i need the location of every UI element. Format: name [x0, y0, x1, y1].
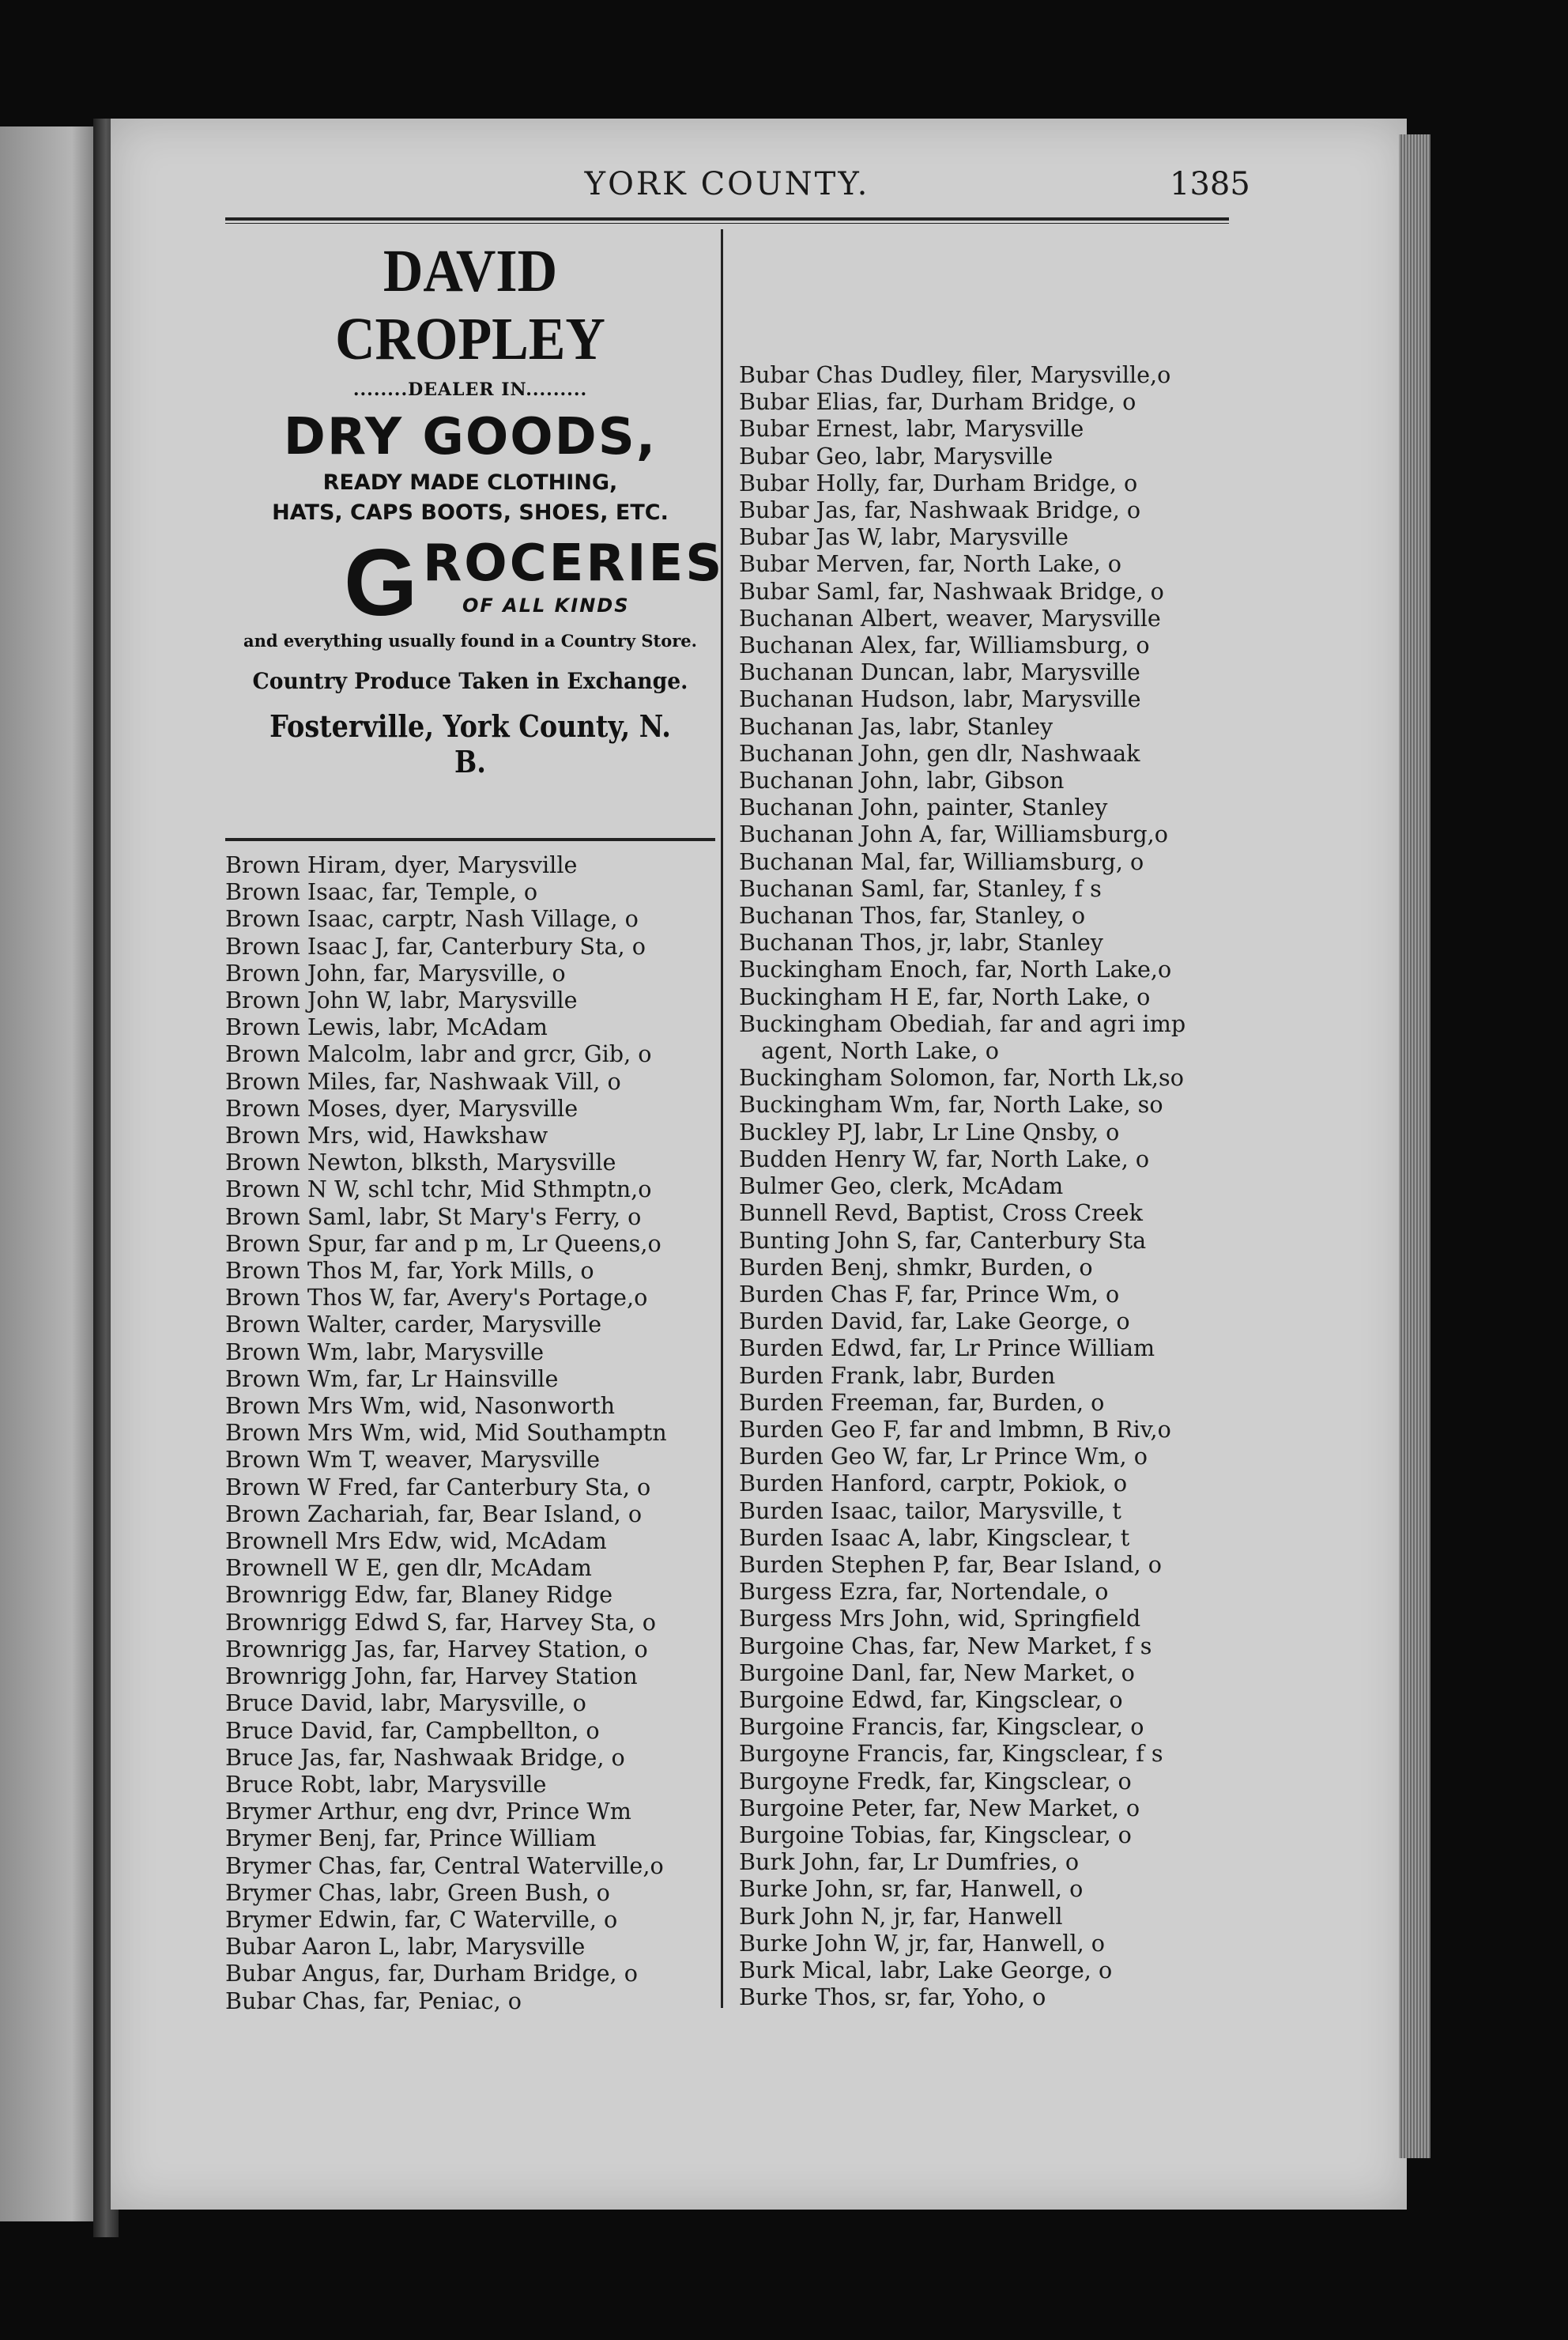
directory-entry: Burden Isaac, tailor, Marysville, t — [739, 1496, 1121, 1524]
directory-entry: Burgoine Chas, far, New Market, f s — [739, 1632, 1152, 1659]
directory-entry: Brownell Mrs Edw, wid, McAdam — [225, 1527, 607, 1555]
directory-entry: Bubar Jas, far, Nashwaak Bridge, o — [739, 496, 1141, 524]
directory-entry: Bubar Elias, far, Durham Bridge, o — [739, 388, 1136, 416]
directory-entry: Brown Mrs Wm, wid, Mid Southamptn — [225, 1419, 667, 1447]
ad-groceries-rest: ROCERIES — [423, 534, 725, 593]
directory-entry: Burgoyne Francis, far, Kingsclear, f s — [739, 1740, 1163, 1768]
ad-everything: and everything usually found in a Country Store. — [243, 631, 697, 651]
cropley-advertisement — [225, 237, 725, 779]
left-column-listings — [225, 851, 667, 2014]
ad-dry-goods: DRY GOODS, — [283, 408, 658, 466]
directory-entry: Buchanan Jas, labr, Stanley — [739, 712, 1054, 740]
directory-entry: Burgess Mrs John, wid, Springfield — [739, 1605, 1141, 1632]
directory-entry: Bruce Robt, labr, Marysville — [225, 1770, 547, 1798]
directory-entry: Buchanan Duncan, labr, Marysville — [739, 659, 1140, 686]
directory-entry: Burden Geo W, far, Lr Prince Wm, o — [739, 1443, 1148, 1470]
ad-name: DAVID CROPLEY — [335, 238, 605, 372]
directory-entry: Bubar Chas, far, Peniac, o — [225, 1987, 522, 2014]
directory-entry: Brown Thos M, far, York Mills, o — [225, 1257, 594, 1285]
directory-entry: Brownrigg John, far, Harvey Station — [225, 1663, 638, 1690]
directory-entry: Bubar Angus, far, Durham Bridge, o — [225, 1960, 638, 1987]
directory-entry: Bruce Jas, far, Nashwaak Bridge, o — [225, 1743, 625, 1771]
directory-entry: Brown Saml, labr, St Mary's Ferry, o — [225, 1202, 642, 1230]
directory-entry: Brown Wm, far, Lr Hainsville — [225, 1364, 559, 1392]
directory-entry: Brown Isaac, carptr, Nash Village, o — [225, 905, 639, 933]
directory-entry: Brown Mrs Wm, wid, Nasonworth — [225, 1392, 616, 1420]
directory-entry: Burgoine Danl, far, New Market, o — [739, 1659, 1135, 1686]
directory-entry: Bubar Merven, far, North Lake, o — [739, 550, 1121, 578]
directory-entry: Brownell W E, gen dlr, McAdam — [225, 1554, 592, 1582]
directory-entry: Bubar Geo, labr, Marysville — [739, 442, 1054, 470]
directory-entry: Buckingham Solomon, far, North Lk,so — [739, 1064, 1184, 1092]
directory-entry: Burden Isaac A, labr, Kingsclear, t — [739, 1523, 1130, 1551]
ad-clothing-line-1: READY MADE CLOTHING, — [322, 470, 618, 495]
ad-bottom-rule — [225, 838, 715, 841]
directory-entry: Brown Wm, labr, Marysville — [225, 1338, 545, 1365]
directory-entry: Brown Walter, carder, Marysville — [225, 1311, 602, 1338]
directory-entry: Brown Thos W, far, Avery's Portage,o — [225, 1284, 648, 1312]
directory-entry: agent, North Lake, o — [761, 1037, 999, 1065]
directory-entry: Bubar Chas Dudley, filer, Marysville,o — [739, 361, 1171, 388]
page-number: 1385 — [1170, 166, 1250, 202]
directory-entry: Buckingham H E, far, North Lake, o — [739, 983, 1151, 1010]
directory-entry: Burk John N, jr, far, Hanwell — [739, 1902, 1063, 1930]
directory-entry: Burke Thos, sr, far, Yoho, o — [739, 1983, 1046, 2011]
directory-entry: Bruce David, far, Campbellton, o — [225, 1716, 600, 1744]
directory-entry: Brown Zachariah, far, Bear Island, o — [225, 1500, 643, 1527]
directory-entry: Buchanan Thos, jr, labr, Stanley — [739, 929, 1103, 957]
directory-entry: Burden David, far, Lake George, o — [739, 1308, 1130, 1335]
facing-page-edge — [0, 126, 103, 2221]
directory-entry: Brymer Chas, labr, Green Bush, o — [225, 1878, 610, 1906]
directory-entry: Buchanan Thos, far, Stanley, o — [739, 902, 1086, 930]
directory-entry: Buchanan Hudson, labr, Marysville — [739, 685, 1141, 713]
right-column-listings — [739, 361, 1185, 2010]
header-rule — [225, 217, 1229, 224]
ad-produce: Country Produce Taken in Exchange. — [252, 668, 688, 694]
directory-entry: Bubar Holly, far, Durham Bridge, o — [739, 469, 1138, 496]
ad-groceries-initial: G — [344, 530, 418, 636]
directory-entry: Brown W Fred, far Canterbury Sta, o — [225, 1473, 651, 1500]
directory-entry: Burgoine Francis, far, Kingsclear, o — [739, 1713, 1144, 1741]
directory-entry: Burden Benj, shmkr, Burden, o — [739, 1253, 1093, 1281]
directory-entry: Brymer Arthur, eng dvr, Prince Wm — [225, 1798, 631, 1825]
directory-entry: Bulmer Geo, clerk, McAdam — [739, 1172, 1064, 1200]
ad-groceries — [225, 530, 725, 636]
directory-entry: Burden Geo F, far and lmbmn, B Riv,o — [739, 1415, 1171, 1443]
directory-entry: Brown John, far, Marysville, o — [225, 959, 566, 987]
directory-entry: Buchanan John, painter, Stanley — [739, 794, 1108, 821]
directory-entry: Bruce David, labr, Marysville, o — [225, 1689, 586, 1717]
directory-entry: Buchanan Albert, weaver, Marysville — [739, 604, 1161, 632]
directory-entry: Buchanan Mal, far, Williamsburg, o — [739, 847, 1144, 875]
directory-entry: Burden Hanford, carptr, Pokiok, o — [739, 1470, 1128, 1497]
directory-entry: Brown Newton, blksth, Marysville — [225, 1149, 616, 1176]
directory-entry: Burden Chas F, far, Prince Wm, o — [739, 1280, 1120, 1308]
directory-entry: Burden Stephen P, far, Bear Island, o — [739, 1550, 1162, 1578]
running-head: YORK COUNTY. — [584, 166, 870, 202]
directory-entry: Buchanan Alex, far, Williamsburg, o — [739, 632, 1150, 659]
directory-entry: Bubar Aaron L, labr, Marysville — [225, 1933, 586, 1961]
directory-entry: Burk John, far, Lr Dumfries, o — [739, 1848, 1080, 1876]
page-edges — [1399, 134, 1430, 2158]
directory-entry: Brown Isaac, far, Temple, o — [225, 878, 538, 906]
directory-entry: Brown John W, labr, Marysville — [225, 987, 578, 1014]
directory-entry: Bubar Jas W, labr, Marysville — [739, 523, 1069, 551]
directory-entry: Brownrigg Edwd S, far, Harvey Sta, o — [225, 1608, 656, 1636]
directory-entry: Burgoine Edwd, far, Kingsclear, o — [739, 1685, 1123, 1713]
directory-entry: Bubar Ernest, labr, Marysville — [739, 415, 1084, 443]
directory-entry: Buchanan Saml, far, Stanley, f s — [739, 874, 1102, 902]
directory-entry: Brown Lewis, labr, McAdam — [225, 1013, 548, 1041]
directory-entry: Brown Hiram, dyer, Marysville — [225, 851, 578, 878]
directory-entry: Buckingham Wm, far, North Lake, so — [739, 1091, 1163, 1119]
directory-entry: Buchanan John, labr, Gibson — [739, 767, 1065, 794]
ad-dealer-in: ........DEALER IN......... — [352, 379, 588, 400]
directory-entry: Brymer Edwin, far, C Waterville, o — [225, 1905, 618, 1933]
directory-entry: Burke John W, jr, far, Hanwell, o — [739, 1929, 1105, 1957]
directory-entry: Brownrigg Edw, far, Blaney Ridge — [225, 1581, 613, 1609]
directory-entry: Brymer Benj, far, Prince William — [225, 1825, 597, 1852]
directory-entry: Bubar Saml, far, Nashwaak Bridge, o — [739, 577, 1164, 605]
directory-entry: Brymer Chas, far, Central Waterville,o — [225, 1851, 664, 1879]
directory-entry: Brown Miles, far, Nashwaak Vill, o — [225, 1067, 621, 1095]
directory-entry: Burden Frank, labr, Burden — [739, 1361, 1056, 1389]
directory-entry: Brown Isaac J, far, Canterbury Sta, o — [225, 932, 646, 960]
column-divider — [721, 229, 723, 2008]
directory-entry: Brown Spur, far and p m, Lr Queens,o — [225, 1229, 662, 1257]
directory-entry: Brown Malcolm, labr and grcr, Gib, o — [225, 1040, 652, 1068]
directory-entry: Burgoine Peter, far, New Market, o — [739, 1794, 1140, 1821]
directory-entry: Burgess Ezra, far, Nortendale, o — [739, 1578, 1109, 1606]
directory-entry: Buckingham Enoch, far, North Lake,o — [739, 956, 1172, 983]
directory-entry: Buckingham Obediah, far and agri imp — [739, 1010, 1186, 1037]
directory-entry: Burden Edwd, far, Lr Prince William — [739, 1334, 1155, 1362]
directory-entry: Brown Wm T, weaver, Marysville — [225, 1446, 601, 1474]
directory-entry: Brown N W, schl tchr, Mid Sthmptn,o — [225, 1176, 652, 1203]
directory-entry: Brownrigg Jas, far, Harvey Station, o — [225, 1635, 648, 1663]
directory-entry: Burk Mical, labr, Lake George, o — [739, 1956, 1113, 1983]
directory-entry: Brown Mrs, wid, Hawkshaw — [225, 1122, 548, 1149]
directory-entry: Burgoine Tobias, far, Kingsclear, o — [739, 1821, 1132, 1848]
directory-entry: Burke John, sr, far, Hanwell, o — [739, 1875, 1084, 1903]
directory-entry: Buchanan John, gen dlr, Nashwaak — [739, 739, 1140, 767]
directory-entry: Bunting John S, far, Canterbury Sta — [739, 1226, 1147, 1254]
ad-clothing-line-2: HATS, CAPS BOOTS, SHOES, ETC. — [272, 500, 669, 525]
directory-entry: Budden Henry W, far, North Lake, o — [739, 1145, 1150, 1172]
ad-of-all-kinds: OF ALL KINDS — [462, 594, 630, 617]
directory-entry: Buckley PJ, labr, Lr Line Qnsby, o — [739, 1118, 1120, 1145]
directory-entry: Burden Freeman, far, Burden, o — [739, 1388, 1105, 1416]
directory-entry: Brown Moses, dyer, Marysville — [225, 1094, 579, 1122]
directory-entry: Burgoyne Fredk, far, Kingsclear, o — [739, 1767, 1132, 1795]
directory-entry: Buchanan John A, far, Williamsburg,o — [739, 821, 1168, 848]
ad-location: Fosterville, York County, N. B. — [270, 708, 671, 779]
directory-entry: Bunnell Revd, Baptist, Cross Creek — [739, 1199, 1143, 1227]
